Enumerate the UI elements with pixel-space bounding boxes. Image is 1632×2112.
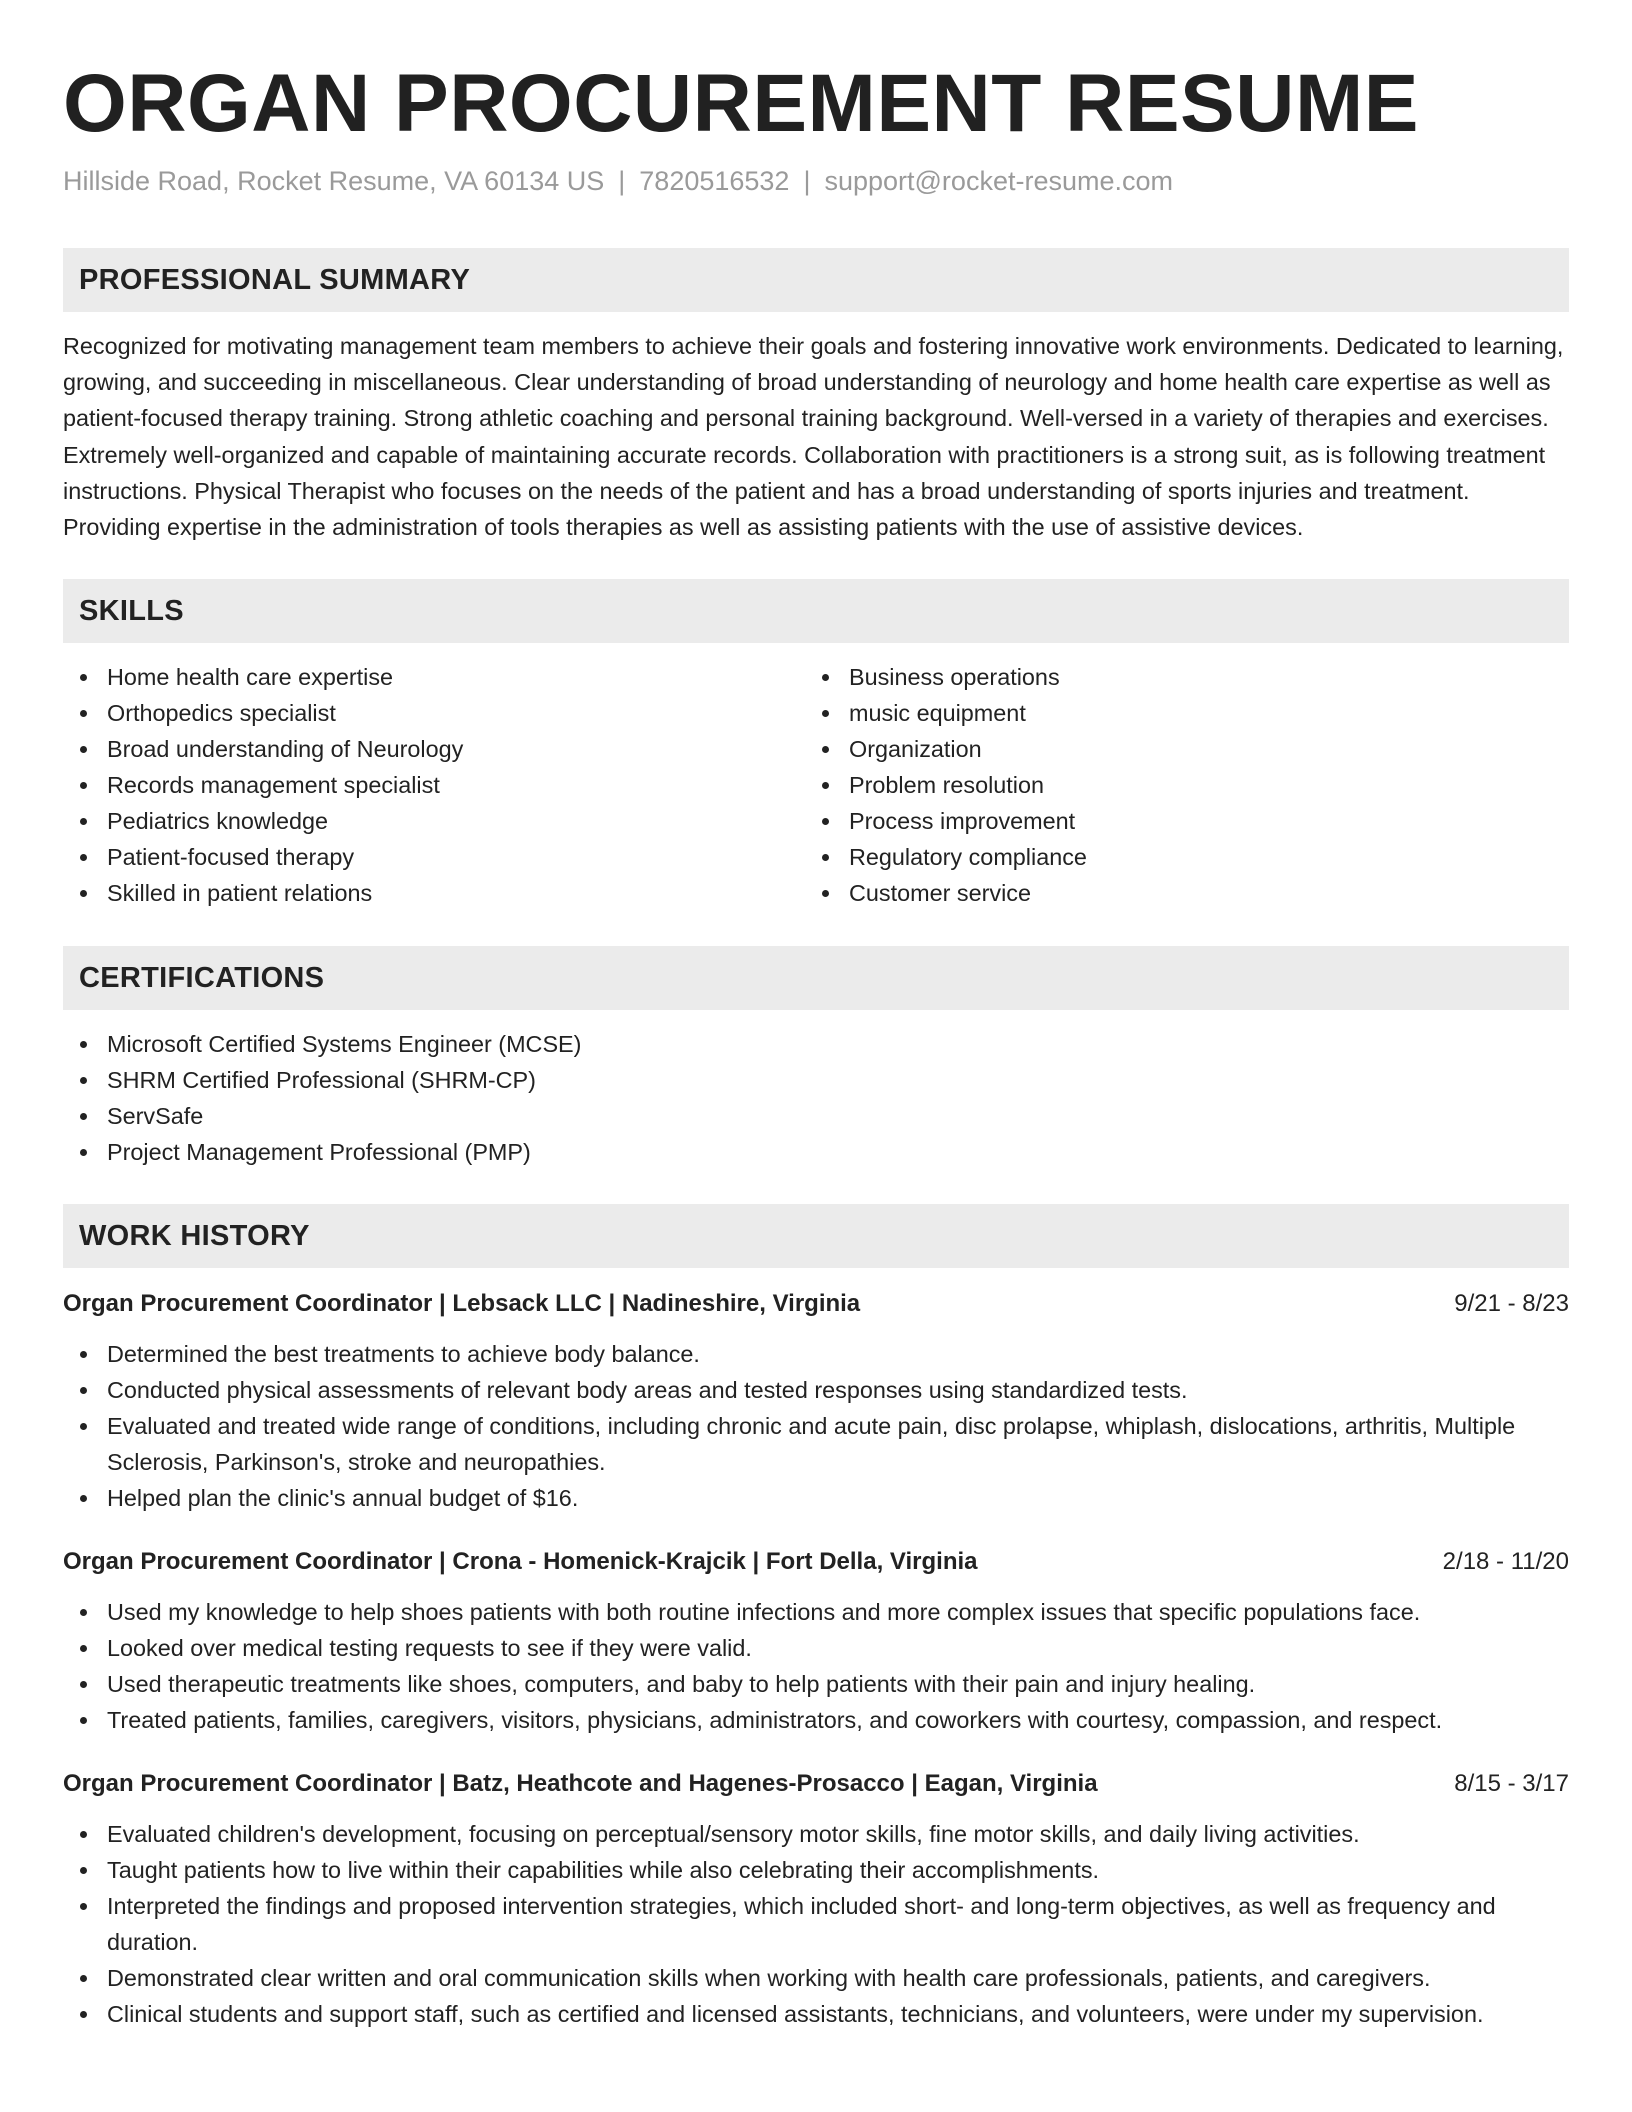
contact-email: support@rocket-resume.com [824,166,1173,196]
contact-phone: 7820516532 [639,166,790,196]
job-title: Organ Procurement Coordinator | Lebsack LLC | Nadineshire, Virginia [63,1290,861,1318]
skill-item: Business operations [805,659,1547,695]
section-heading-skills: SKILLS [63,579,1569,643]
skill-item: Orthopedics specialist [63,695,805,731]
job-bullet: Helped plan the clinic's annual budget of $16. [63,1480,1569,1516]
job-bullet: Taught patients how to live within their capabilities while also celebrating their accomplishments. [63,1852,1569,1888]
job-entry [63,1544,1569,1738]
skills-list-left [63,659,805,911]
contact-address: Hillside Road, Rocket Resume, VA 60134 US [63,166,605,196]
skill-item: Records management specialist [63,767,805,803]
job-bullet-list [63,1816,1569,2032]
summary-paragraph: Recognized for motivating management team members to achieve their goals and fostering innovative work environments. Dedicated to learning, growing, and succeeding in miscellaneous. Clear understanding of broad understanding of neurology and home health care expertise as well as patient-focused therapy training. Strong athletic coaching and personal training background. Well-versed in a variety of therapies and exercises. Extremely well-organized and capable of maintaining accurate records. Collaboration with practitioners is a strong suit, as is following treatment instructions. Physical Therapist who focuses on the needs of the patient and has a broad understanding of sports injuries and treatment. Providing expertise in the administration of tools therapies as well as assisting patients with the use of assistive devices. [63,333,1564,541]
section-heading-certifications: CERTIFICATIONS [63,946,1569,1010]
job-bullet: Evaluated children's development, focusing on perceptual/sensory motor skills, fine motor skills, and daily living activities. [63,1816,1569,1852]
certifications-list [63,1026,1569,1170]
certification-item: Project Management Professional (PMP) [63,1134,1569,1170]
job-bullet: Used my knowledge to help shoes patients with both routine infections and more complex issues that specific populations face. [63,1594,1569,1630]
job-title: Organ Procurement Coordinator | Batz, Heathcote and Hagenes-Prosacco | Eagan, Virginia [63,1770,1098,1798]
job-bullet: Clinical students and support staff, such as certified and licensed assistants, technicians, and volunteers, were under my supervision. [63,1996,1569,2032]
job-bullet: Used therapeutic treatments like shoes, computers, and baby to help patients with their pain and injury healing. [63,1666,1569,1702]
skill-item: Skilled in patient relations [63,875,805,911]
contact-separator: | [803,166,811,196]
job-entry [63,1766,1569,2032]
job-header [63,1544,1569,1580]
skill-item: Broad understanding of Neurology [63,731,805,767]
skill-item: Customer service [805,875,1547,911]
job-dates: 9/21 - 8/23 [1454,1290,1569,1318]
skill-item: Organization [805,731,1547,767]
job-bullet: Treated patients, families, caregivers, visitors, physicians, administrators, and coworkers with courtesy, compassion, and respect. [63,1702,1569,1738]
job-bullet: Interpreted the findings and proposed intervention strategies, which included short- and long-term objectives, as well as frequency and duration. [63,1888,1569,1960]
contact-separator: | [618,166,626,196]
job-bullet: Demonstrated clear written and oral communication skills when working with health care professionals, patients, and caregivers. [63,1960,1569,1996]
section-heading-summary: PROFESSIONAL SUMMARY [63,248,1569,312]
job-header [63,1766,1569,1802]
job-header [63,1286,1569,1322]
certification-item: Microsoft Certified Systems Engineer (MCSE) [63,1026,1569,1062]
job-entry [63,1286,1569,1516]
skills-grid [63,659,1569,911]
job-bullet: Evaluated and treated wide range of conditions, including chronic and acute pain, disc prolapse, whiplash, dislocations, arthritis, Multiple Sclerosis, Parkinson's, stroke and neuropathies. [63,1408,1569,1480]
job-dates: 8/15 - 3/17 [1454,1770,1569,1798]
job-bullet-list [63,1336,1569,1516]
resume-title: ORGAN PROCUREMENT RESUME [63,58,1419,149]
skill-item: Problem resolution [805,767,1547,803]
job-dates: 2/18 - 11/20 [1442,1548,1569,1576]
certification-item: SHRM Certified Professional (SHRM-CP) [63,1062,1569,1098]
skill-item: Patient-focused therapy [63,839,805,875]
skill-item: Process improvement [805,803,1547,839]
skill-item: Home health care expertise [63,659,805,695]
skill-item: music equipment [805,695,1547,731]
skills-list-right [805,659,1547,911]
section-heading-work-history: WORK HISTORY [63,1204,1569,1268]
job-bullet-list [63,1594,1569,1738]
skill-item: Pediatrics knowledge [63,803,805,839]
job-title: Organ Procurement Coordinator | Crona - Homenick-Krajcik | Fort Della, Virginia [63,1548,978,1576]
job-bullet: Determined the best treatments to achieve body balance. [63,1336,1569,1372]
job-bullet: Looked over medical testing requests to see if they were valid. [63,1630,1569,1666]
contact-line [63,164,1569,198]
certification-item: ServSafe [63,1098,1569,1134]
skill-item: Regulatory compliance [805,839,1547,875]
job-bullet: Conducted physical assessments of relevant body areas and tested responses using standardized tests. [63,1372,1569,1408]
